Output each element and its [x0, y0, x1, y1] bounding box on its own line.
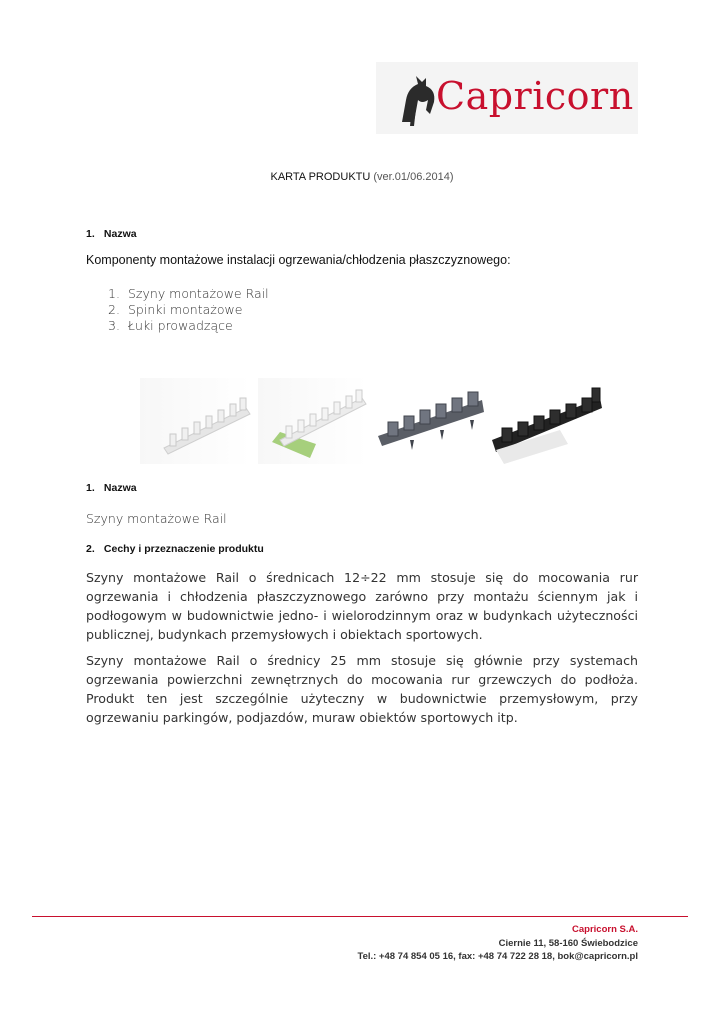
company-logo	[376, 62, 638, 134]
section-heading-text: Cechy i przeznaczenie produktu	[103, 543, 264, 555]
product-photos	[140, 378, 602, 464]
list-number: 1.	[108, 286, 120, 301]
list-item	[108, 302, 242, 317]
list-number: 3.	[108, 318, 120, 333]
description-paragraph	[86, 568, 638, 644]
footer-address: Ciernie 11, 58-160 Świebodzice	[498, 938, 638, 949]
black-rail-photo	[490, 378, 602, 464]
product-name: Szyny montażowe Rail	[86, 511, 227, 526]
list-item	[108, 286, 269, 301]
document-title	[0, 171, 724, 183]
list-item	[108, 318, 233, 333]
section-heading	[86, 228, 137, 240]
section-number: 2.	[86, 543, 95, 555]
list-label: Szyny montażowe Rail	[128, 286, 269, 301]
white-rail-adhesive-photo	[258, 378, 368, 464]
list-number: 2.	[108, 302, 120, 317]
section-heading	[86, 482, 137, 494]
paragraph-text: Szyny montażowe Rail o średnicach 12÷22 mm stosuje się do mocowania rur ogrzewania i chłodzenia płaszczyznowego zarówno przy montażu ściennym jak i podłogowym w budownictwie jedno- i wielorodzinnym oraz w budynkach użyteczności publicznej, budynkach przemysłowych i obiektach sportowych.	[86, 570, 638, 642]
section-heading-text: Nazwa	[103, 228, 137, 240]
footer-contact: Tel.: +48 74 854 05 16, fax: +48 74 722 28 18, bok@capricorn.pl	[357, 951, 638, 962]
section-number: 1.	[86, 482, 95, 494]
version-text: (ver.01/06.2014)	[373, 171, 454, 183]
title-text: KARTA PRODUKTU	[270, 171, 371, 183]
footer-company: Capricorn S.A.	[572, 924, 638, 935]
section-heading	[86, 543, 264, 555]
section-heading-text: Nazwa	[103, 482, 137, 494]
white-rail-photo	[140, 378, 250, 464]
footer-divider	[32, 916, 688, 917]
paragraph-text: Szyny montażowe Rail o średnicy 25 mm stosuje się głównie przy systemach ogrzewania powierzchni zewnętrznych do mocowania rur grzewczych do podłoża. Produkt ten jest szczególnie użyteczny w budownictwie przemysłowym, przy ogrzewaniu parkingów, podjazdów, muraw obiektów sportowych itp.	[86, 653, 638, 725]
list-label: Łuki prowadzące	[128, 318, 233, 333]
components-intro: Komponenty montażowe instalacji ogrzewania/chłodzenia płaszczyznowego:	[86, 253, 511, 267]
description-paragraph	[86, 651, 638, 727]
section-number: 1.	[86, 228, 95, 240]
list-label: Spinki montażowe	[128, 302, 243, 317]
grey-rail-photo	[374, 378, 486, 464]
logo-wordmark: Capricorn	[436, 74, 634, 118]
